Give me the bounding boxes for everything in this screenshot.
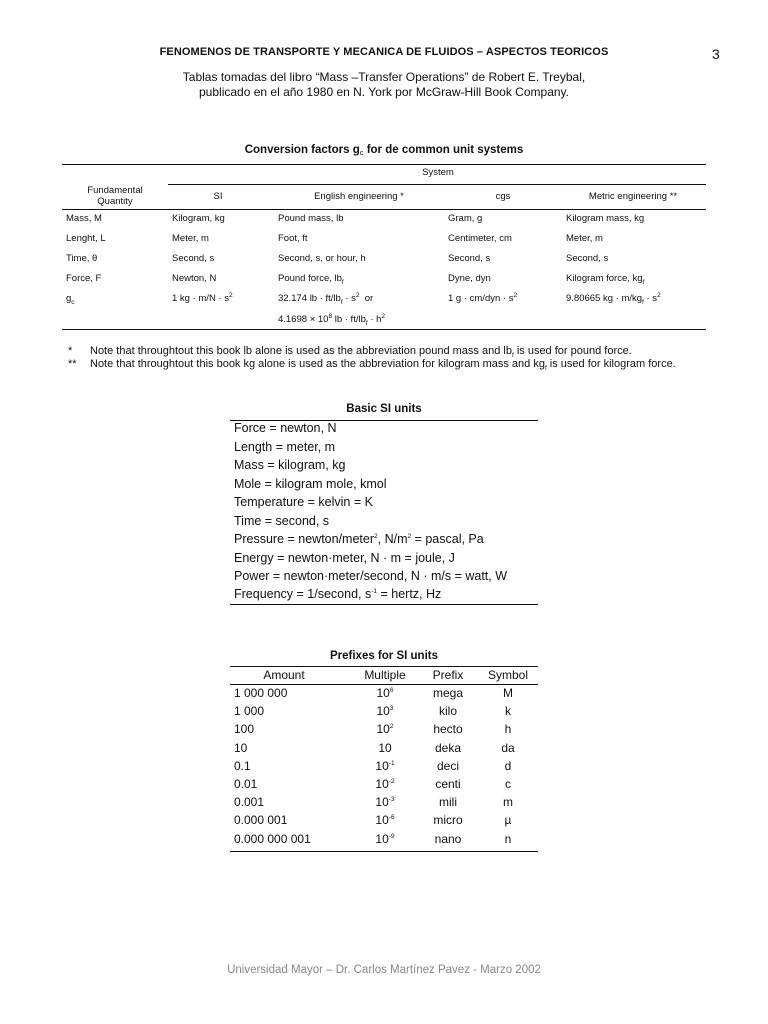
basic-si-line: Mass = kilogram, kg: [234, 458, 346, 472]
prefixes-rule-header: [230, 684, 538, 685]
cell-prefix: micro: [433, 813, 463, 828]
col-header-amount: Amount: [263, 668, 305, 682]
cell-multiple: $10^{-1}$: [375, 758, 395, 773]
cell-multiple: $10^6$: [376, 686, 394, 700]
cell-si: Second, s: [172, 253, 215, 264]
basic-si-line-energy: Energy = newton·meter, N · m = joule, J: [234, 551, 455, 565]
table-rule-top: [62, 164, 706, 165]
cell-quantity: Time, θ: [66, 253, 98, 264]
cell-amount: 0.01: [234, 777, 258, 791]
cell-symbol: da: [501, 740, 515, 755]
footnote-2: Note that throughtout this book kg alone is used as the abbreviation for kilogram mass and $kg_f$ is used for kilogram force.: [90, 358, 676, 373]
cell-metric: Meter, m: [566, 233, 603, 244]
cell-symbol: d: [504, 758, 512, 773]
cell-amount: 0.000 000 001: [234, 831, 311, 846]
cell-symbol: M: [503, 686, 513, 700]
intro-line-2: publicado en el año 1980 en N. York por McGraw-Hill Book Company.: [199, 85, 569, 99]
col-header-symbol: Symbol: [487, 668, 528, 682]
col-header-si: SI: [213, 191, 223, 202]
conversion-table-title: Conversion factors gc for de common unit systems: [244, 144, 524, 157]
cell-si: Newton, N: [172, 273, 217, 284]
cell-english: Foot, ft: [278, 233, 308, 244]
footnote-1: Note that throughtout this book lb alone is used as the abbreviation pound mass and $lb_f$ is used for pound force.: [90, 345, 632, 360]
cell-amount: 0.000 001: [234, 813, 288, 828]
cell-si: 1 kg · $m/N \cdot s^2$: [172, 291, 233, 304]
cell-multiple: 10: [378, 740, 392, 755]
cell-english: Pound mass, lb: [278, 213, 344, 224]
note-mark: **: [68, 358, 77, 370]
prefixes-rule-bottom: [230, 851, 538, 852]
cell-cgs: Second, s: [448, 253, 491, 264]
basic-si-line: Force = newton, N: [234, 421, 337, 435]
cell-multiple: $10^2$: [376, 722, 394, 737]
cell-multiple: $10^{-9}$: [375, 831, 395, 846]
cell-prefix: centi: [435, 777, 461, 791]
basic-si-line: Length = meter, m: [234, 440, 336, 454]
page-number: 3: [712, 46, 720, 62]
cell-multiple: $10^{-2}$: [375, 777, 395, 791]
cell-quantity: Force, F: [66, 273, 102, 284]
page-header-title: FENOMENOS DE TRANSPORTE Y MECANICA DE FLUIDOS – ASPECTOS TEORICOS: [159, 46, 609, 58]
cell-metric: 9.80665 kg · $m/kg_f \cdot s^2$: [566, 291, 661, 306]
basic-si-line-frequency: Frequency = 1/second, $s^{-1}$ = hertz, Hz: [234, 587, 442, 601]
col-header-metric: Metric engineering **: [588, 191, 678, 202]
cell-symbol: h: [504, 722, 512, 737]
cell-cgs: Dyne, dyn: [448, 273, 491, 284]
col-header-multiple: Multiple: [364, 668, 406, 682]
cell-amount: 10: [234, 740, 248, 755]
basic-si-rule-bottom: [230, 604, 538, 605]
page-footer: Universidad Mayor – Dr. Carlos Martínez Pavez - Marzo 2002: [227, 964, 541, 976]
prefixes-title: Prefixes for SI units: [329, 650, 438, 662]
cell-prefix: mili: [439, 795, 457, 810]
cell-quantity: $g_c$: [66, 293, 75, 306]
cell-metric: Second, s: [566, 253, 609, 264]
cell-symbol: m: [503, 795, 513, 810]
prefixes-rule-top: [230, 666, 538, 667]
table-rule-bottom: [62, 329, 706, 330]
basic-si-line: Mole = kilogram mole, kmol: [234, 477, 387, 491]
cell-prefix: mega: [432, 686, 464, 700]
cell-english: Pound force, $lb_f$: [278, 273, 344, 286]
cell-amount: 1 000 000: [234, 686, 288, 700]
cell-prefix: kilo: [438, 704, 457, 719]
cell-amount: 100: [234, 722, 255, 737]
cell-symbol: k: [505, 704, 511, 719]
basic-si-line: Time = second, s: [234, 514, 330, 528]
cell-metric: Kilogram mass, kg: [566, 213, 645, 224]
col-header-cgs: cgs: [495, 191, 511, 202]
basic-si-line-pressure: Pressure = newton/meter$^2$, $N/m^2$ = pascal, Pa: [234, 532, 484, 546]
cell-cgs: 1 $g \cdot cm/dyn \cdot s^2$: [448, 291, 518, 304]
cell-symbol: n: [504, 831, 512, 846]
cell-si: Meter, m: [172, 233, 209, 244]
cell-amount: 0.1: [234, 758, 251, 773]
cell-quantity: Lenght, L: [66, 233, 106, 244]
intro-line-1: Tablas tomadas del libro “Mass –Transfer Operations” de Robert E. Treybal,: [182, 70, 586, 84]
table-rule-system: [168, 184, 706, 185]
cell-si: Kilogram, kg: [172, 213, 225, 224]
cell-english: 32.174 lb · $ft/lb_f \cdot s^2$ or: [278, 291, 374, 306]
system-header: System: [422, 167, 454, 178]
cell-amount: 1 000: [234, 704, 265, 719]
cell-prefix: deka: [434, 740, 462, 755]
cell-symbol: µ: [504, 813, 512, 828]
basic-si-title: Basic SI units: [346, 403, 422, 415]
cell-multiple: $10^{-3}$: [375, 795, 395, 810]
basic-si-line-power: Power = newton·meter/second, N · m/s = watt, W: [234, 569, 508, 583]
cell-multiple: $10^3$: [376, 704, 394, 719]
cell-prefix: nano: [434, 831, 462, 846]
cell-cgs: Centimeter, cm: [448, 233, 512, 244]
cell-english-alt: $4.1698 \times 10^8$ lb · $ft/lb_f \cdot h^2$: [278, 312, 386, 327]
table-rule-header: [62, 209, 706, 210]
cell-amount: 0.001: [234, 795, 265, 810]
cell-prefix: hecto: [433, 722, 463, 737]
cell-english: Second, s, or hour, h: [278, 253, 366, 264]
col-header-fundamental-quantity: Fundamental Quantity: [87, 185, 143, 207]
cell-multiple: $10^{-6}$: [375, 813, 395, 828]
col-header-english: English engineering *: [314, 191, 404, 202]
cell-metric: Kilogram force, $kg_f$: [566, 273, 645, 286]
cell-cgs: Gram, g: [448, 213, 483, 224]
col-header-prefix: Prefix: [432, 668, 464, 682]
cell-quantity: Mass, M: [66, 213, 102, 224]
basic-si-line: Temperature = kelvin = K: [234, 495, 373, 509]
cell-prefix: deci: [436, 758, 459, 773]
cell-symbol: c: [505, 777, 511, 791]
note-mark: *: [68, 345, 73, 357]
